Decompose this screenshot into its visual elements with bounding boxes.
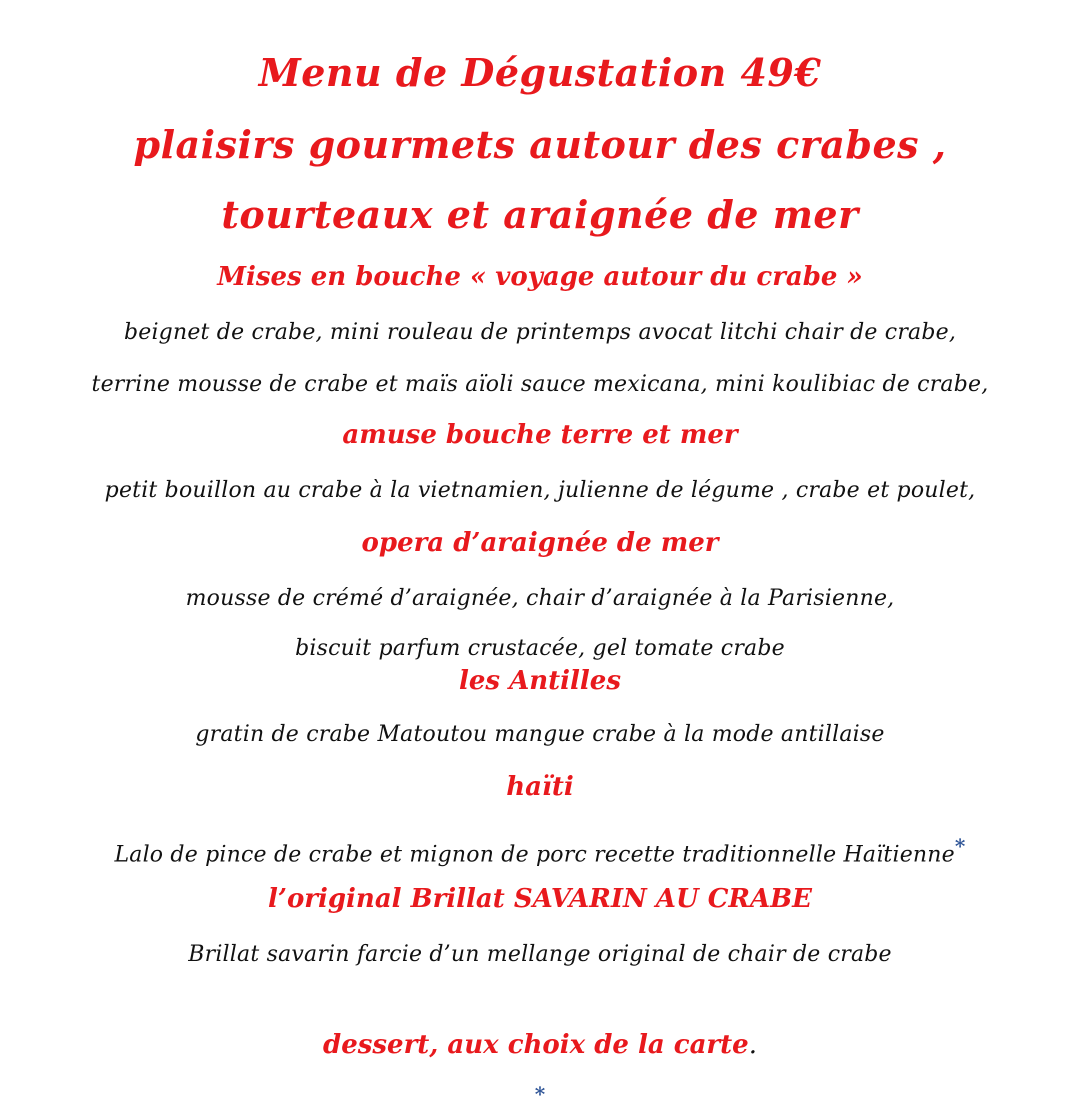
menu-subtitle-line-2: tourteaux et araignée de mer bbox=[221, 192, 859, 237]
dish-line: beignet de crabe, mini rouleau de printemps avocat litchi chair de crabe, bbox=[123, 320, 957, 345]
dessert-line bbox=[0, 1030, 1080, 1060]
dish-line: petit bouillon au crabe à la vietnamien, julienne de légume , crabe et poulet, bbox=[104, 478, 976, 503]
section-heading-opera: opera d’araignée de mer bbox=[361, 528, 719, 558]
section-heading-antilles: les Antilles bbox=[458, 666, 621, 696]
section-heading-mises-en-bouche: Mises en bouche « voyage autour du crabe » bbox=[217, 262, 863, 292]
asterisk-marker: * bbox=[954, 834, 966, 858]
footer-marker-line bbox=[0, 1082, 1080, 1106]
dish-line: Brillat savarin farcie d’un mellange original de chair de crabe bbox=[188, 942, 892, 967]
menu-subtitle-line-1: plaisirs gourmets autour des crabes , bbox=[133, 122, 947, 167]
dish-line: mousse de crémé d’araignée, chair d’araignée à la Parisienne, bbox=[185, 586, 895, 611]
footer-asterisk: * bbox=[534, 1082, 546, 1106]
dessert-period: . bbox=[748, 1030, 757, 1060]
dish-line-text: Lalo de pince de crabe et mignon de porc recette traditionnelle Haïtienne bbox=[114, 842, 955, 868]
section-heading-haiti: haïti bbox=[506, 772, 574, 802]
dish-line-haiti bbox=[0, 834, 1080, 867]
menu-title: Menu de Dégustation 49€ bbox=[258, 50, 822, 95]
dish-line: biscuit parfum crustacée, gel tomate crabe bbox=[295, 636, 785, 661]
dessert-text: dessert, aux choix de la carte bbox=[323, 1030, 749, 1060]
dish-line: gratin de crabe Matoutou mangue crabe à la mode antillaise bbox=[195, 722, 885, 747]
section-heading-amuse-bouche: amuse bouche terre et mer bbox=[342, 420, 738, 450]
section-heading-brillat-savarin: l’original Brillat SAVARIN AU CRABE bbox=[268, 884, 812, 914]
dish-line: terrine mousse de crabe et maïs aïoli sauce mexicana, mini koulibiac de crabe, bbox=[91, 372, 989, 397]
